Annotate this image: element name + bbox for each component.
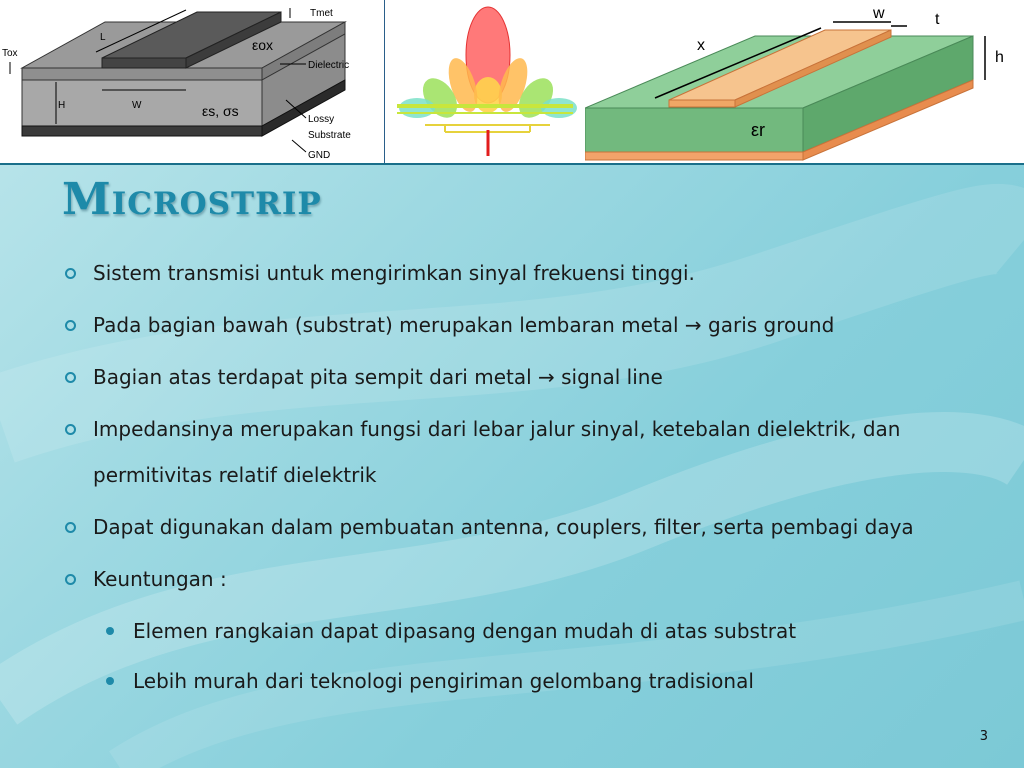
bullet-text: Keuntungan : [93, 567, 227, 591]
bullet-item [62, 406, 962, 498]
bullet-text: Impedansinya merupakan fungsi dari lebar jalur sinyal, ketebalan dielektrik, dan permitivitas relatif dielektrik [93, 417, 901, 487]
microstrip-3d-figure [585, 0, 1024, 163]
radiation-pattern-figure [385, 0, 585, 163]
label-eps-r: εr [751, 120, 766, 140]
sub-bullet-item [62, 658, 962, 704]
bullet-dot-icon [65, 372, 76, 383]
bullet-item [62, 250, 962, 296]
bullet-list [62, 250, 962, 708]
label-l: L [100, 32, 106, 43]
slide-title: Microstrip [62, 174, 322, 225]
bullet-dot-icon [65, 320, 76, 331]
label-tmet: Tmet [310, 8, 333, 19]
label-h-strip: h [995, 49, 1004, 66]
bullet-text: Bagian atas terdapat pita sempit dari metal → signal line [93, 365, 663, 389]
bullet-text: Lebih murah dari teknologi pengiriman gelombang tradisional [133, 669, 754, 693]
bullet-item [62, 504, 962, 550]
slide-number: 3 [979, 729, 988, 744]
label-x: x [697, 37, 705, 54]
bullet-dot-icon [65, 574, 76, 585]
bullet-dot-icon [65, 268, 76, 279]
bullet-dot-icon [65, 522, 76, 533]
label-dielectric: Dielectric [308, 60, 350, 71]
bullet-text: Pada bagian bawah (substrat) merupakan lembaran metal → garis ground [93, 313, 835, 337]
cross-section-diagram [0, 0, 384, 163]
bullet-item [62, 354, 962, 400]
bullet-dot-icon [65, 424, 76, 435]
label-lossy: Lossy [308, 114, 335, 125]
label-eps-sigma: εs, σs [202, 103, 239, 119]
label-w-strip: w [873, 5, 885, 22]
bullet-text: Sistem transmisi untuk mengirimkan sinyal frekuensi tinggi. [93, 261, 695, 285]
bullet-item [62, 302, 962, 348]
bullet-dot-icon [106, 627, 114, 635]
bullet-item [62, 556, 962, 602]
label-tox: Tox [2, 48, 18, 59]
label-gnd: GND [308, 150, 331, 161]
label-w: W [132, 100, 142, 111]
bullet-text: Elemen rangkaian dapat dipasang dengan mudah di atas substrat [133, 619, 797, 643]
sub-bullet-item [62, 608, 962, 654]
radiation-pattern-plot [385, 0, 585, 163]
microstrip-3d-diagram [585, 0, 1024, 163]
bullet-dot-icon [106, 677, 114, 685]
label-h: H [58, 100, 66, 111]
label-t: t [935, 11, 940, 28]
label-substrate: Substrate [308, 130, 351, 141]
figure-strip [0, 0, 1024, 165]
cross-section-figure [0, 0, 385, 163]
bullet-text: Dapat digunakan dalam pembuatan antenna, couplers, filter, serta pembagi daya [93, 515, 914, 539]
label-eps-ox: εox [252, 37, 274, 53]
